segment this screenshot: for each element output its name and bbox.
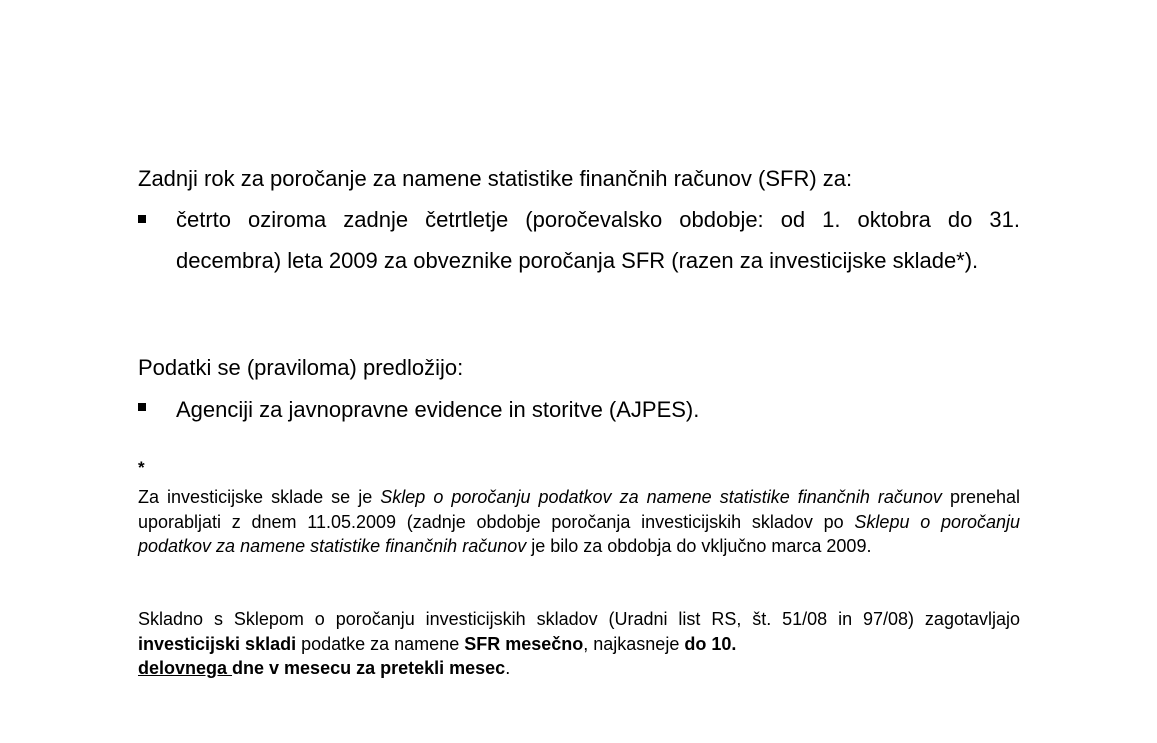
regulation-title: Sklepu o poročanju podatkov za namene statistike finančnih računov [138,511,1020,556]
emphasis-text: dne v mesecu za pretekli mesec [232,658,506,678]
emphasis-text: investicijski skladi [138,633,297,654]
section2-heading: Podatki se (praviloma) predložijo: [138,355,464,380]
footnote-paragraph-2 [138,607,1020,681]
list-item-text: četrto oziroma zadnje četrtletje (poročevalsko obdobje: od 1. oktobra do 31. decembra) leta 2009 za obveznike poročanja SFR (razen za investicijske sklade*). [176,207,1020,273]
footnote-text: Skladno s Sklepom o poročanju investicijskih skladov (Uradni list RS, št. 51/08 in 97/08) zagotavljajo [138,609,1020,629]
footnote-text: Za investicijske sklade se je [138,487,381,507]
footnote-text: . [505,658,511,678]
square-bullet-icon [138,403,146,411]
emphasis-underlined-text: delovnega [138,658,233,678]
footnote-marker: * [138,458,145,477]
emphasis-text: SFR mesečno [464,633,584,654]
footnote-paragraph-1 [138,485,1020,559]
footnote-text: podatke za namene [296,633,465,654]
footnote-text: prenehal uporabljati z dnem 11.05.2009 (zadnje obdobje poročanja investicijskih skladov po [138,487,1021,532]
regulation-title: Sklep o poročanju podatkov za namene statistike finančnih računov [380,487,942,507]
square-bullet-icon [138,215,146,223]
emphasis-text: do 10. [684,633,737,654]
list-item-text: Agenciji za javnopravne evidence in storitve (AJPES). [176,397,700,422]
footnote-text: je bilo za obdobja do vključno marca 2009. [526,536,872,556]
section1-heading: Zadnji rok za poročanje za namene statistike finančnih računov (SFR) za: [138,166,853,191]
footnote-text: , najkasneje [583,633,685,654]
